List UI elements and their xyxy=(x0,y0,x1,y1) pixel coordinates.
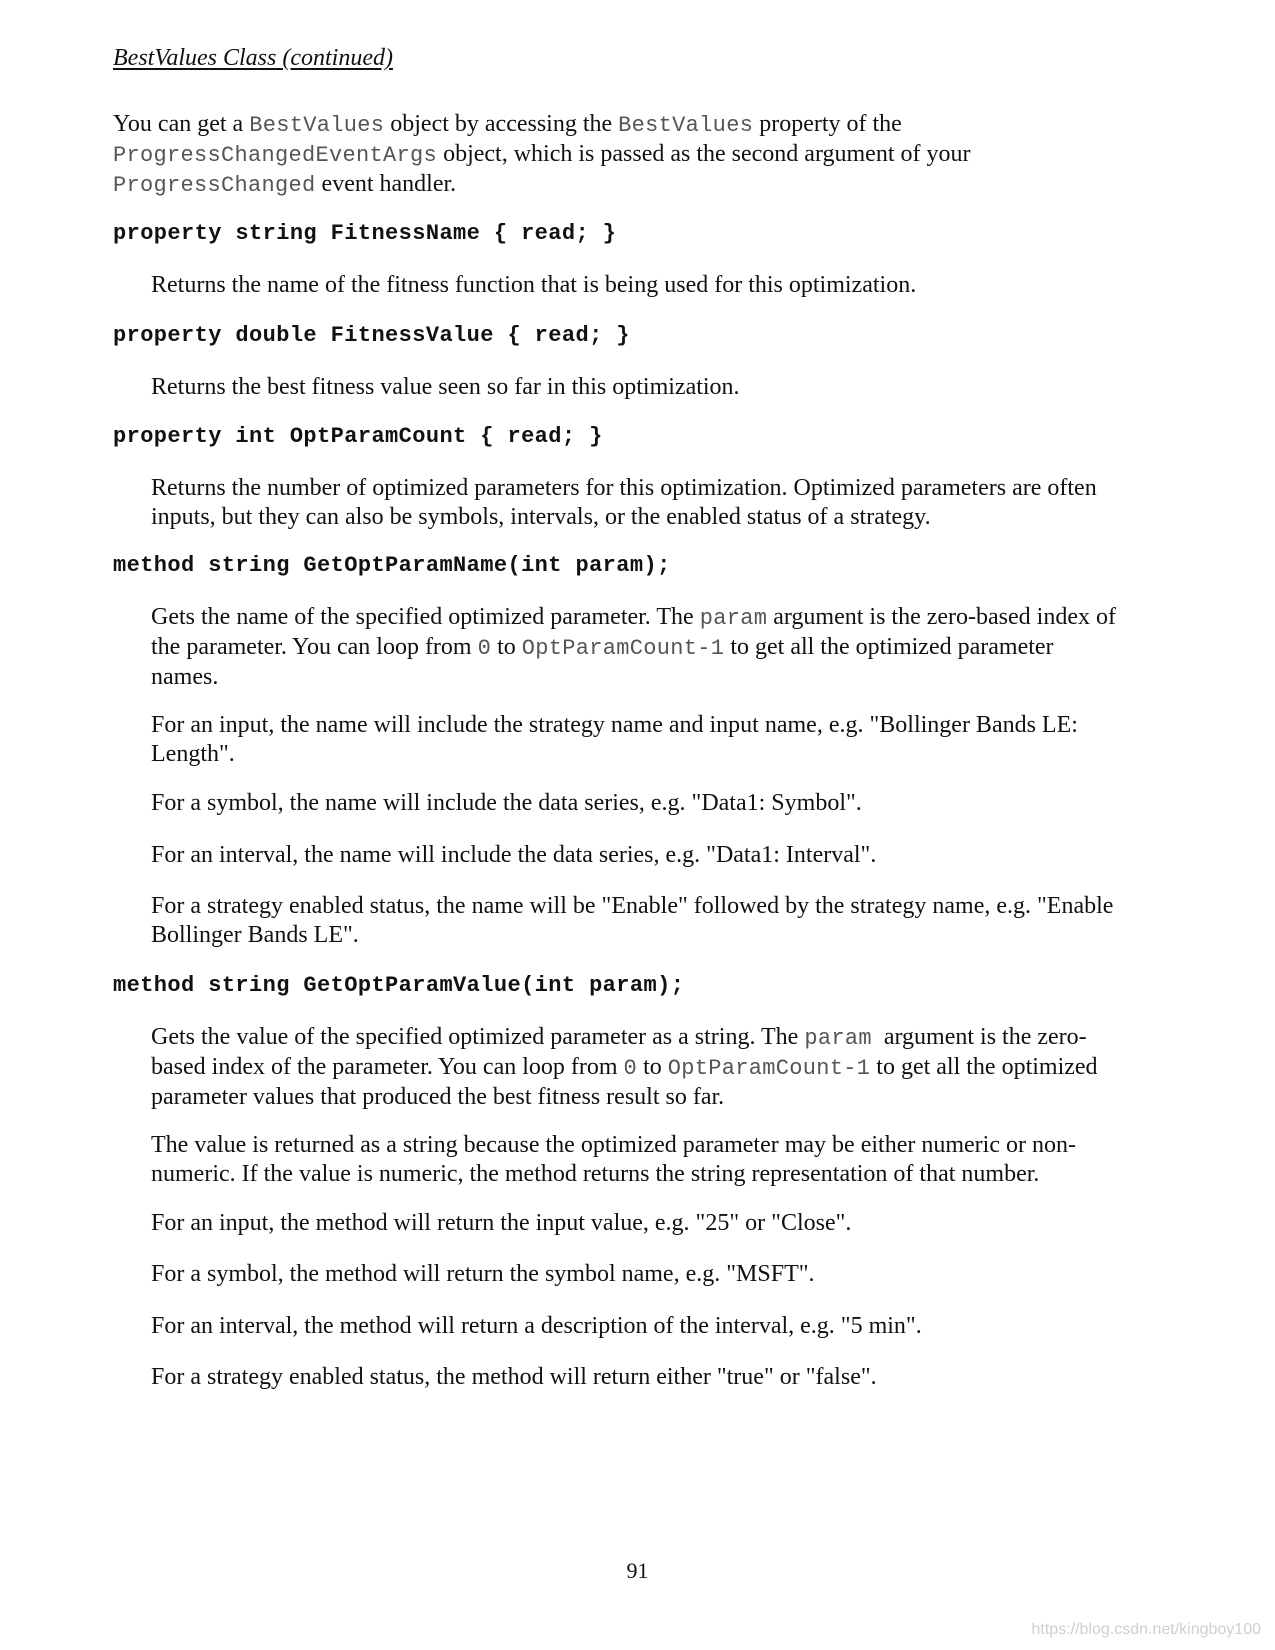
code-zero: 0 xyxy=(623,1056,638,1081)
description-line: Bollinger Bands LE". xyxy=(151,922,359,948)
description-line xyxy=(151,1023,1171,1053)
text: Gets the value of the specified optimized parameter as a string. The xyxy=(151,1024,805,1050)
description-line xyxy=(151,1053,1171,1083)
intro-paragraph xyxy=(113,110,1173,200)
description-input-value: For an input, the method will return the input value, e.g. "25" or "Close". xyxy=(151,1210,852,1236)
intro-text: property of the xyxy=(753,111,902,137)
description-line: names. xyxy=(151,664,219,690)
code-bestvalues-property: BestValues xyxy=(618,113,754,138)
page-number: 91 xyxy=(626,1558,649,1583)
description-opt-param-count xyxy=(151,474,1171,532)
description-line: The value is returned as a string because the optimized parameter may be either numeric or non- xyxy=(151,1132,1076,1158)
description-line: For an input, the name will include the strategy name and input name, e.g. "Bollinger Bands LE: xyxy=(151,712,1078,738)
description-fitness-name: Returns the name of the fitness function that is being used for this optimization. xyxy=(151,272,917,298)
intro-text: event handler. xyxy=(315,171,457,197)
description-symbol-name: For a symbol, the name will include the data series, e.g. "Data1: Symbol". xyxy=(151,790,862,816)
intro-line-1 xyxy=(113,110,1173,140)
text: Gets the name of the specified optimized parameter. The xyxy=(151,604,700,630)
description-line: numeric. If the value is numeric, the method returns the string representation of that number. xyxy=(151,1161,1040,1187)
section-heading: BestValues Class (continued) xyxy=(113,45,393,71)
signature-opt-param-count: property int OptParamCount { read; } xyxy=(113,424,603,449)
text: to xyxy=(491,634,522,660)
description-interval-value: For an interval, the method will return a description of the interval, e.g. "5 min". xyxy=(151,1313,922,1339)
text: to get all the optimized xyxy=(870,1054,1098,1080)
intro-line-2 xyxy=(113,140,1173,170)
description-input-name xyxy=(151,711,1171,769)
description-symbol-value: For a symbol, the method will return the symbol name, e.g. "MSFT". xyxy=(151,1261,815,1287)
description-get-opt-param-value xyxy=(151,1023,1171,1112)
signature-get-opt-param-name: method string GetOptParamName(int param); xyxy=(113,553,671,578)
description-line xyxy=(151,633,1171,663)
description-fitness-value: Returns the best fitness value seen so far in this optimization. xyxy=(151,374,740,400)
text: argument is the zero-based index of xyxy=(767,604,1116,630)
description-value-as-string xyxy=(151,1131,1171,1189)
signature-fitness-name: property string FitnessName { read; } xyxy=(113,221,617,246)
description-line xyxy=(151,603,1171,633)
intro-line-3 xyxy=(113,170,1173,200)
description-interval-name: For an interval, the name will include the data series, e.g. "Data1: Interval". xyxy=(151,842,877,868)
description-line: parameter values that produced the best fitness result so far. xyxy=(151,1084,725,1110)
code-progresschangedeventargs: ProgressChangedEventArgs xyxy=(113,143,438,168)
code-param: param xyxy=(699,606,768,631)
signature-fitness-value: property double FitnessValue { read; } xyxy=(113,323,630,348)
code-bestvalues: BestValues xyxy=(249,113,385,138)
text: argument is the zero- xyxy=(871,1024,1087,1050)
text: to get all the optimized parameter xyxy=(724,634,1054,660)
description-line: inputs, but they can also be symbols, intervals, or the enabled status of a strategy. xyxy=(151,504,931,530)
text: to xyxy=(637,1054,668,1080)
code-progresschanged: ProgressChanged xyxy=(113,173,316,198)
description-strategy-enabled-name xyxy=(151,892,1171,950)
text: based index of the parameter. You can loop from xyxy=(151,1054,624,1080)
description-line: For a strategy enabled status, the name will be "Enable" followed by the strategy name, e.g. "Enable xyxy=(151,893,1114,919)
signature-get-opt-param-value: method string GetOptParamValue(int param); xyxy=(113,973,685,998)
intro-text: object, which is passed as the second argument of your xyxy=(437,141,971,167)
code-param: param xyxy=(804,1026,872,1051)
text: the parameter. You can loop from xyxy=(151,634,478,660)
description-strategy-enabled-value: For a strategy enabled status, the method will return either "true" or "false". xyxy=(151,1364,877,1390)
code-zero: 0 xyxy=(477,636,492,661)
code-optparamcount-minus-1: OptParamCount-1 xyxy=(667,1056,871,1081)
intro-text: You can get a xyxy=(113,111,250,137)
intro-text: object by accessing the xyxy=(384,111,619,137)
description-get-opt-param-name xyxy=(151,603,1171,692)
description-line: Returns the number of optimized parameters for this optimization. Optimized parameters are often xyxy=(151,475,1097,501)
code-optparamcount-minus-1: OptParamCount-1 xyxy=(521,636,725,661)
description-line: Length". xyxy=(151,741,235,767)
watermark: https://blog.csdn.net/kingboy100 xyxy=(1031,1621,1261,1638)
